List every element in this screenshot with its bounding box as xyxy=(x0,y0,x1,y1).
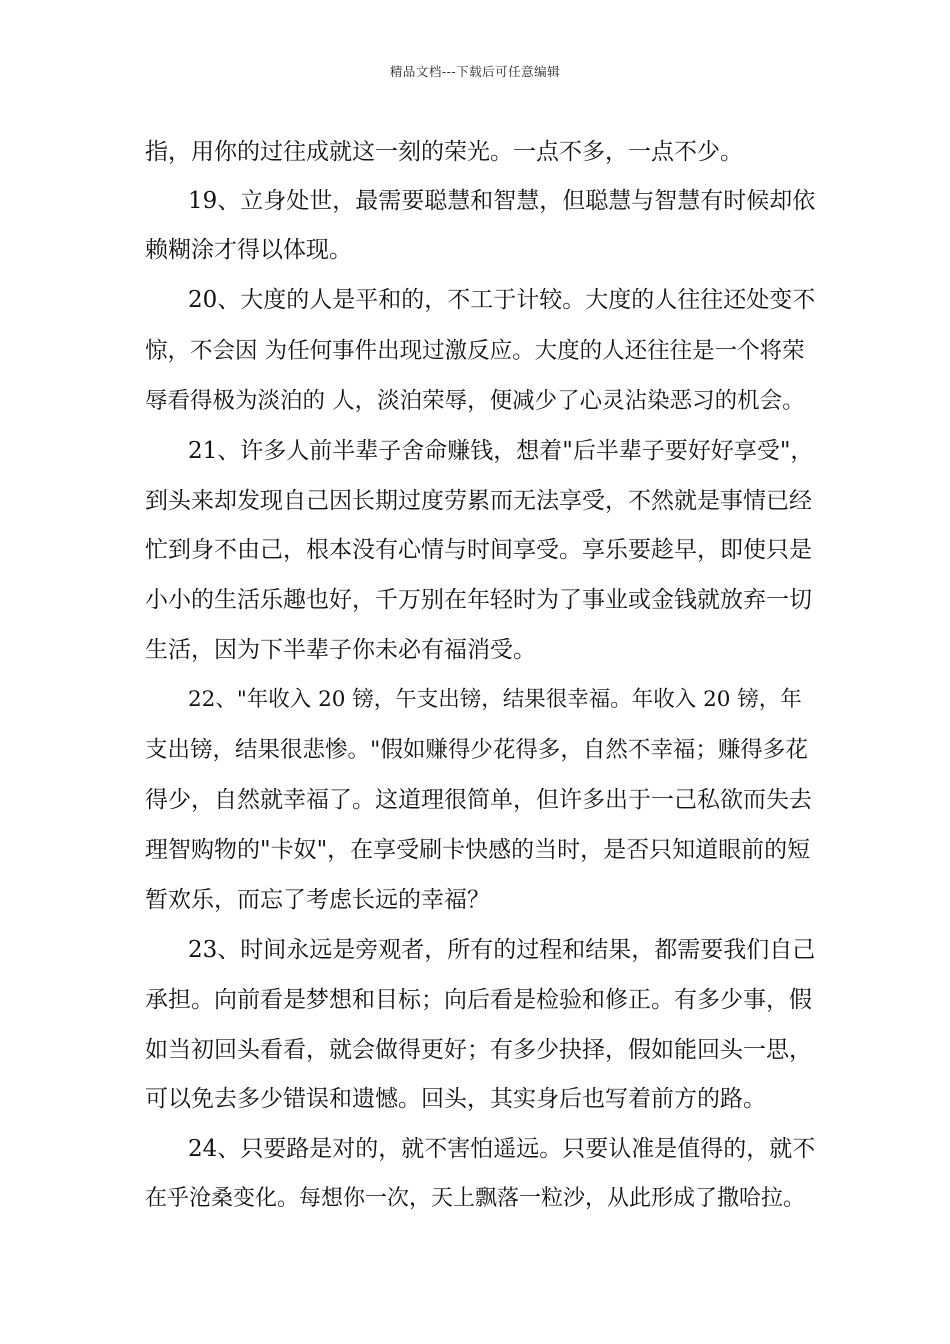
paragraph-24-line-2: 在乎沧桑变化。每想你一次，天上飘落一粒沙，从此形成了撒哈拉。 xyxy=(145,1186,806,1211)
paragraph-23-line-2: 承担。向前看是梦想和目标；向后看是检验和修正。有多少事，假 xyxy=(145,987,812,1013)
paragraph-21-line-2: 到头来却发现自己因长期过度劳累而无法享受，不然就是事情已经 xyxy=(145,488,812,514)
paragraph-20-line-2: 惊，不会因 为任何事件出现过激反应。大度的人还往往是一个将荣 xyxy=(145,338,805,364)
paragraph-19-line-2: 赖糊涂才得以体现。 xyxy=(145,237,352,263)
paragraph-19-line-1: 19、立身处世，最需要聪慧和智慧，但聪慧与智慧有时候却依 xyxy=(188,188,816,214)
paragraph-22-line-2: 支出镑，结果很悲惨。"假如赚得少花得多，自然不幸福；赚得多花 xyxy=(145,737,808,763)
paragraph-23-line-4: 可以免去多少错误和遗憾。回头，其实身后也写着前方的路。 xyxy=(145,1086,766,1112)
paragraph-21-line-5: 生活，因为下半辈子你未必有福消受。 xyxy=(145,637,536,663)
paragraph-21-line-3: 忙到身不由己，根本没有心情与时间享受。享乐要趁早，即使只是 xyxy=(145,537,812,563)
paragraph-22-line-4: 理智购物的"卡奴"，在享受刷卡快感的当时，是否只知道眼前的短 xyxy=(145,837,811,863)
paragraph-24-line-1: 24、只要路是对的，就不害怕遥远。只要认准是值得的，就不 xyxy=(188,1136,816,1162)
paragraph-23-line-3: 如当初回头看看，就会做得更好；有多少抉择，假如能回头一思， xyxy=(145,1037,812,1063)
paragraph-21-line-4: 小小的生活乐趣也好，千万别在年轻时为了事业或金钱就放弃一切 xyxy=(145,587,812,613)
paragraph-22-line-3: 得少，自然就幸福了。这道理很简单，但许多出于一己私欲而失去 xyxy=(145,787,812,813)
page-header: 精品文档---下载后可任意编辑 xyxy=(389,64,561,79)
paragraph-21-line-1: 21、许多人前半辈子舍命赚钱，想着"后半辈子要好好享受"， xyxy=(188,438,814,464)
text-line: 指，用你的过往成就这一刻的荣光。一点不多，一点不少。 xyxy=(145,139,743,165)
paragraph-20-line-3: 辱看得极为淡泊的 人，淡泊荣辱，便减少了心灵沾染恶习的机会。 xyxy=(145,388,805,414)
paragraph-23-line-1: 23、时间永远是旁观者，所有的过程和结果，都需要我们自己 xyxy=(188,937,816,963)
paragraph-22-line-1: 22、"年收入 20 镑，午支出镑，结果很幸福。年收入 20 镑，年 xyxy=(188,687,802,712)
paragraph-22-line-5: 暂欢乐，而忘了考虑长远的幸福？ xyxy=(145,887,490,913)
paragraph-20-line-1: 20、大度的人是平和的，不工于计较。大度的人往往还处变不 xyxy=(188,287,816,313)
